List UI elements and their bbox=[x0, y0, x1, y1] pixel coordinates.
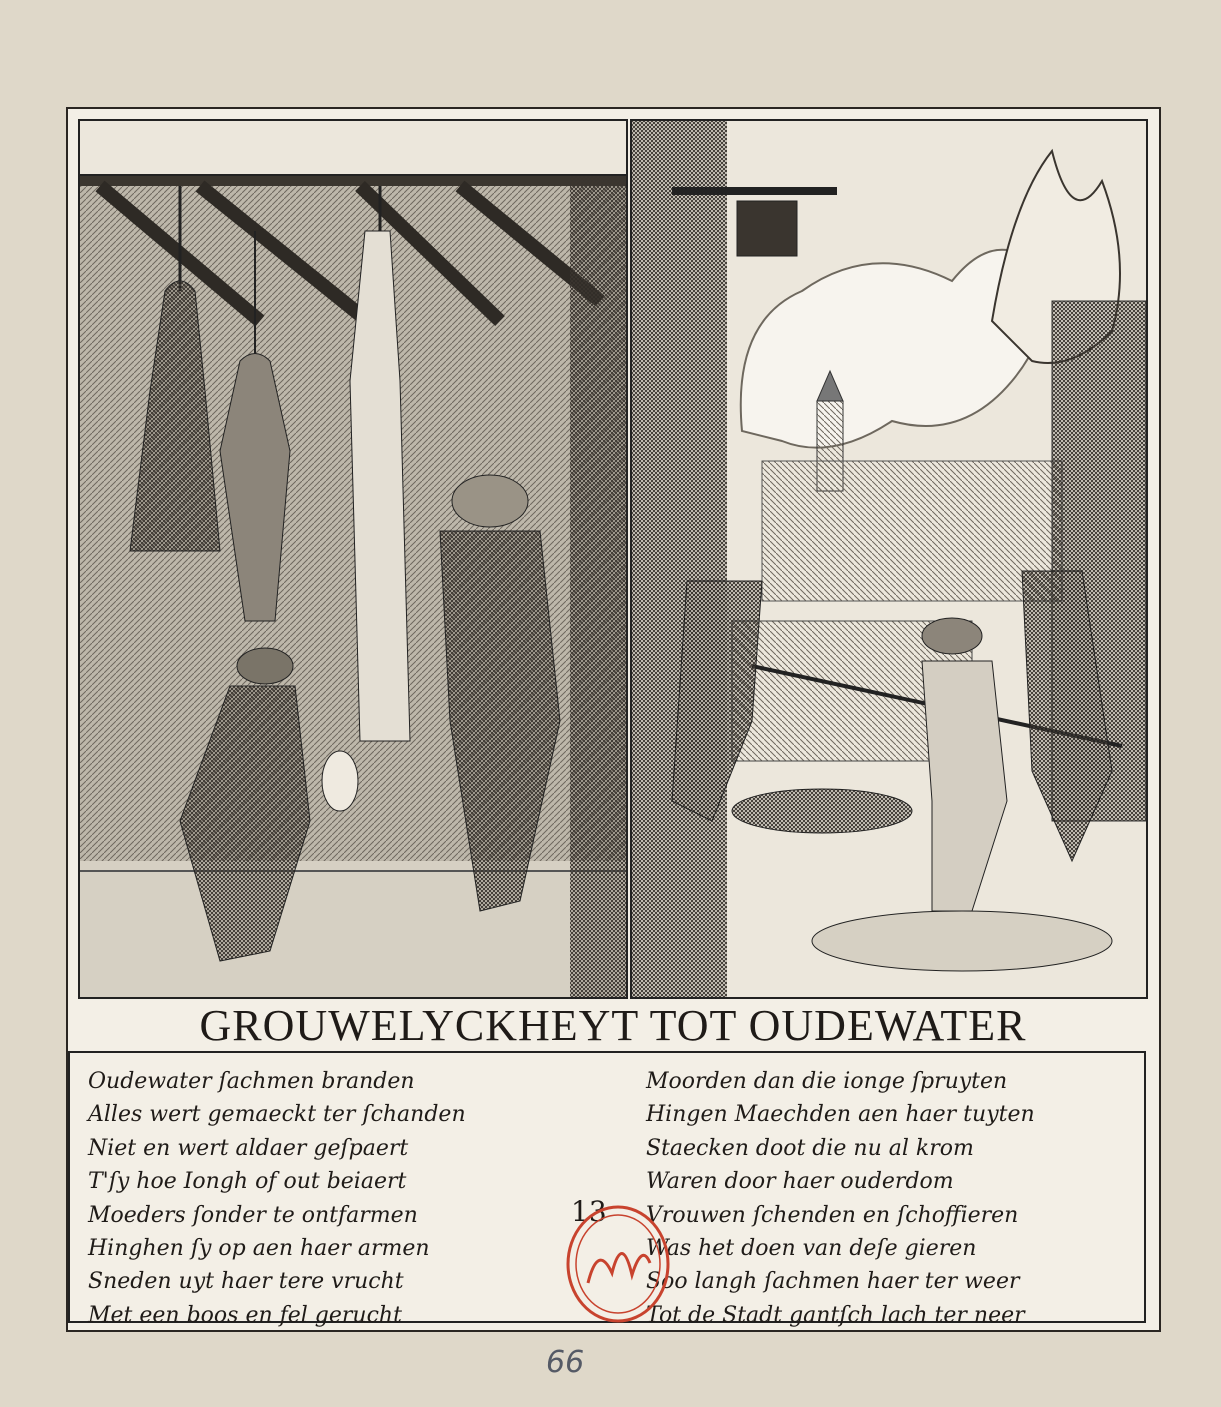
verse-line: T'ſy hoe Iongh of out beiaert bbox=[88, 1169, 407, 1195]
burning-town-scene bbox=[632, 121, 1146, 997]
collection-stamp-icon bbox=[564, 1203, 672, 1325]
verse-line: Met een boos en fel gerucht bbox=[88, 1302, 402, 1328]
left-engraving-panel bbox=[78, 119, 628, 999]
verse-line: Hinghen ſy op aen haer armen bbox=[88, 1236, 430, 1262]
verse-line: Vrouwen ſchenden en ſchoffieren bbox=[646, 1202, 1019, 1228]
interior-execution-scene bbox=[80, 121, 626, 997]
engraving-title: GROUWELYCKHEYT TOT OUDEWATER bbox=[199, 1001, 1027, 1050]
verse-line: Niet en wert aldaer geſpaert bbox=[88, 1135, 409, 1161]
verse-line: Oudewater ſachmen branden bbox=[88, 1069, 415, 1094]
pencil-collection-mark: 66 bbox=[546, 1345, 585, 1380]
verse-column-right bbox=[646, 1065, 1106, 1332]
verse-line: Moorden dan die ionge ſpruyten bbox=[646, 1069, 1008, 1094]
right-engraving-panel bbox=[630, 119, 1148, 999]
verse-line: Tot de Stadt gantſch lach ter neer bbox=[646, 1302, 1025, 1328]
verse-line: Hingen Maechden aen haer tuyten bbox=[646, 1102, 1035, 1128]
verse-line: Was het doen van deſe gieren bbox=[646, 1236, 977, 1262]
verse-line: Moeders ſonder te ontfarmen bbox=[88, 1202, 418, 1228]
plate-number: 13 bbox=[571, 1195, 607, 1228]
engraving-sheet bbox=[66, 107, 1161, 1332]
verse-line: Staecken doot die nu al krom bbox=[646, 1135, 974, 1161]
verse-line: Soo langh ſachmen haer ter weer bbox=[646, 1269, 1020, 1295]
verse-line: Sneden uyt haer tere vrucht bbox=[88, 1269, 404, 1295]
verse-line: Waren door haer ouderdom bbox=[646, 1169, 954, 1195]
verse-column-left bbox=[88, 1065, 508, 1332]
verse-line: Alles wert gemaeckt ter ſchanden bbox=[88, 1102, 466, 1128]
